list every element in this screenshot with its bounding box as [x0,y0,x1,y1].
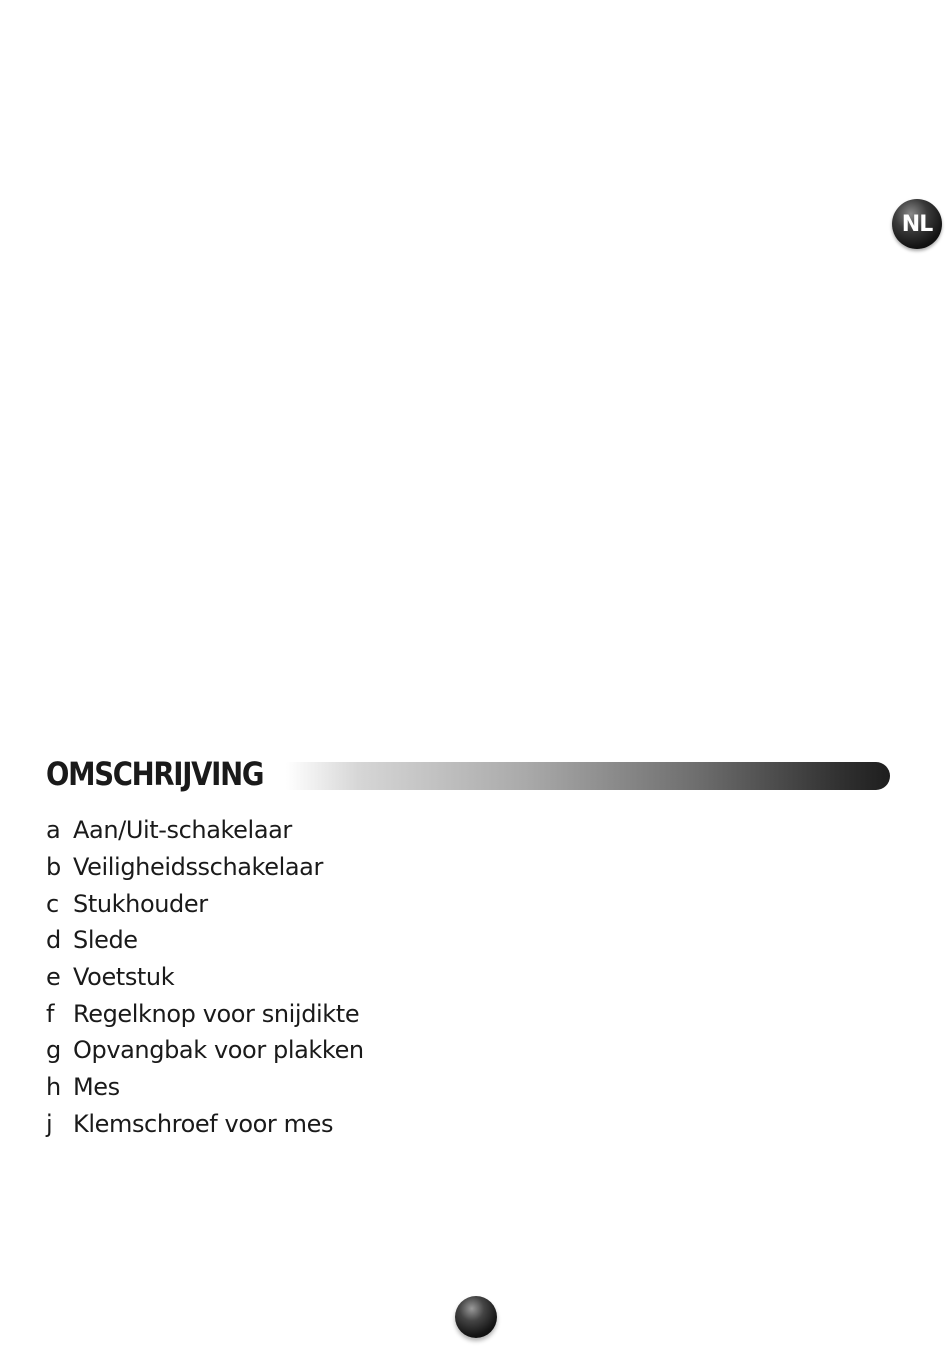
section-heading [46,752,890,798]
item-label: Voetstuk [73,963,175,992]
list-item [46,1106,890,1143]
item-letter: h [46,1073,61,1102]
description-section [46,752,890,1142]
item-letter: e [46,963,61,992]
item-label: Veiligheidsschakelaar [73,853,323,882]
item-letter: c [46,889,59,918]
list-item [46,995,890,1032]
item-label: Stukhouder [73,889,208,918]
heading-gradient-bar [286,762,890,790]
item-letter: a [46,816,61,845]
item-letter: d [46,926,61,955]
item-letter: j [46,1109,53,1138]
list-item [46,922,890,959]
item-label: Mes [73,1073,120,1102]
list-item [46,1032,890,1069]
section-title: OMSCHRIJVING [46,755,264,793]
item-letter: f [46,999,55,1028]
item-label: Slede [73,926,138,955]
item-letter: g [46,1036,61,1065]
item-label: Aan/Uit-schakelaar [73,816,292,845]
item-label: Opvangbak voor plakken [73,1036,364,1065]
list-item [46,959,890,996]
page-marker-icon [455,1296,497,1338]
list-item [46,812,890,849]
language-badge-icon [892,199,942,249]
item-letter: b [46,853,61,882]
item-label: Klemschroef voor mes [73,1109,334,1138]
item-label: Regelknop voor snijdikte [73,999,360,1028]
language-badge-label: NL [901,211,933,237]
list-item [46,1069,890,1106]
parts-list [46,812,890,1142]
list-item [46,885,890,922]
list-item [46,849,890,886]
